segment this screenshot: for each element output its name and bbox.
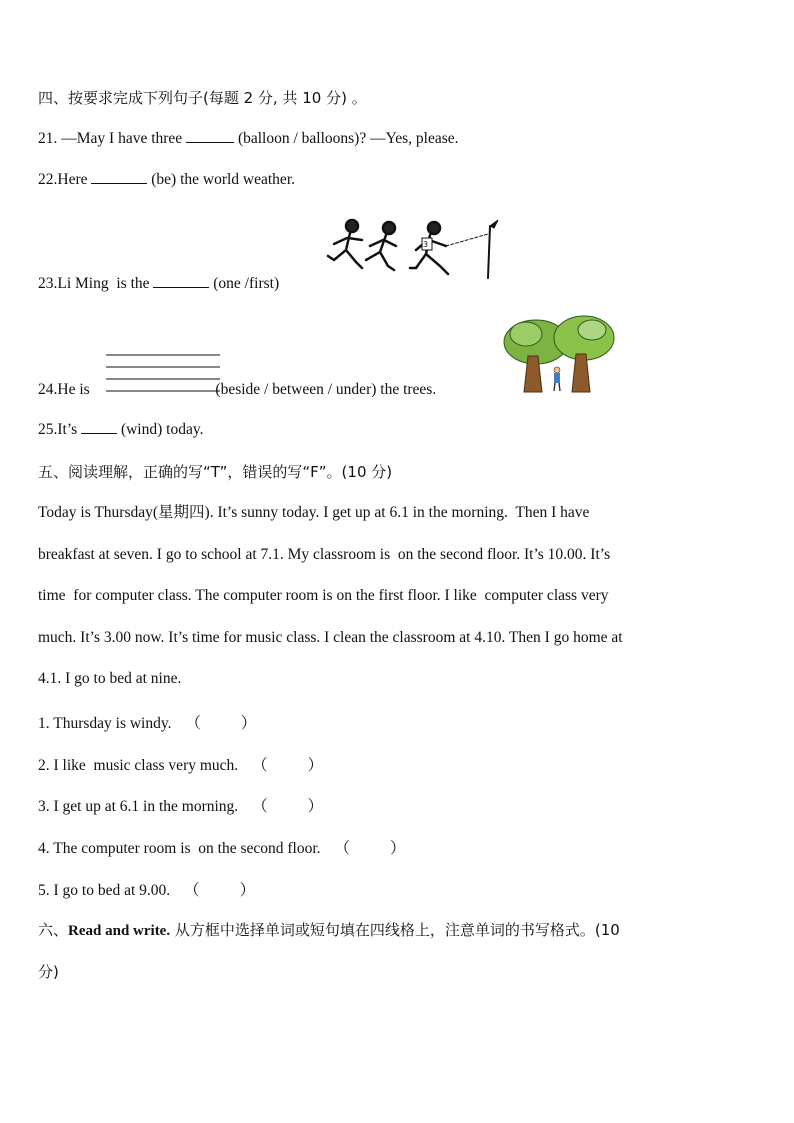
runners-illustration [322, 216, 502, 288]
statement-text: 3. I get up at 6.1 in the morning. [38, 798, 239, 815]
answer-blank[interactable] [186, 141, 234, 143]
section4-heading: 四、按要求完成下列句子(每题 2 分, 共 10 分) 。 [38, 89, 367, 107]
question-text: (be) the world weather. [151, 171, 295, 188]
question-24 [38, 381, 436, 399]
question-text: Here [57, 171, 88, 188]
statement-5 [38, 878, 255, 900]
question-text: —May I have three [61, 130, 183, 147]
trees-illustration [500, 316, 618, 396]
answer-blank[interactable] [81, 432, 117, 434]
question-number: 24. [38, 381, 58, 398]
answer-paren[interactable]: （ ） [185, 715, 257, 732]
question-25 [38, 421, 203, 439]
question-21 [38, 130, 459, 148]
section5-heading: 五、阅读理解，正确的写“T”，错误的写“F”。(10 分) [38, 463, 393, 481]
answer-paren[interactable]: （ ） [184, 882, 256, 899]
section6-heading-line2: 分) [38, 963, 59, 981]
section6-heading: 六、Read and write. 从方框中选择单词或短句填在四线格上，注意单词的书写格式。(10 [38, 921, 620, 939]
question-text: (wind) today. [120, 421, 204, 438]
statement-4 [38, 836, 405, 858]
answer-blank[interactable] [153, 286, 209, 288]
question-number: 22. [38, 171, 58, 188]
passage-line: Today is Thursday(星期四). It’s sunny today. I get up at 6.1 in the morning. Then I have [38, 504, 590, 521]
question-text: (balloon / balloons)? —Yes, please. [237, 130, 459, 147]
passage-line: time for computer class. The computer room is on the first floor. I like computer class very [38, 587, 609, 604]
question-number: 25. [38, 421, 58, 438]
answer-blank[interactable] [91, 182, 147, 184]
svg-text:3: 3 [423, 240, 429, 249]
answer-paren[interactable]: （ ） [252, 798, 324, 815]
statement-1 [38, 711, 256, 733]
passage-line: 4.1. I go to bed at nine. [38, 670, 182, 687]
statement-text: 1. Thursday is windy. [38, 715, 172, 732]
question-number: 21. [38, 130, 58, 147]
answer-paren[interactable]: （ ） [252, 757, 324, 774]
statement-text: 2. I like music class very much. [38, 757, 239, 774]
statement-2 [38, 753, 323, 775]
question-number: 23. [38, 275, 58, 292]
statement-text: 4. The computer room is on the second floor. [38, 840, 321, 857]
section6-bold: Read and write. [68, 923, 171, 939]
question-23 [38, 275, 279, 293]
answer-paren[interactable]: （ ） [334, 840, 406, 857]
question-text: He is [57, 381, 90, 398]
question-22 [38, 171, 295, 189]
question-text: It’s [57, 421, 78, 438]
statement-3 [38, 794, 323, 816]
question-text: Li Ming is the [57, 275, 150, 292]
statement-text: 5. I go to bed at 9.00. [38, 882, 171, 899]
question-text: (one /first) [213, 275, 280, 292]
passage-line: breakfast at seven. I go to school at 7.1. My classroom is on the second floor. It’s 10.00. It’s [38, 545, 611, 563]
question-text: (beside / between / under) the trees. [215, 381, 437, 398]
passage-line: much. It’s 3.00 now. It’s time for music class. I clean the classroom at 4.10. Then I go home at [38, 628, 623, 646]
reading-passage [38, 492, 758, 700]
